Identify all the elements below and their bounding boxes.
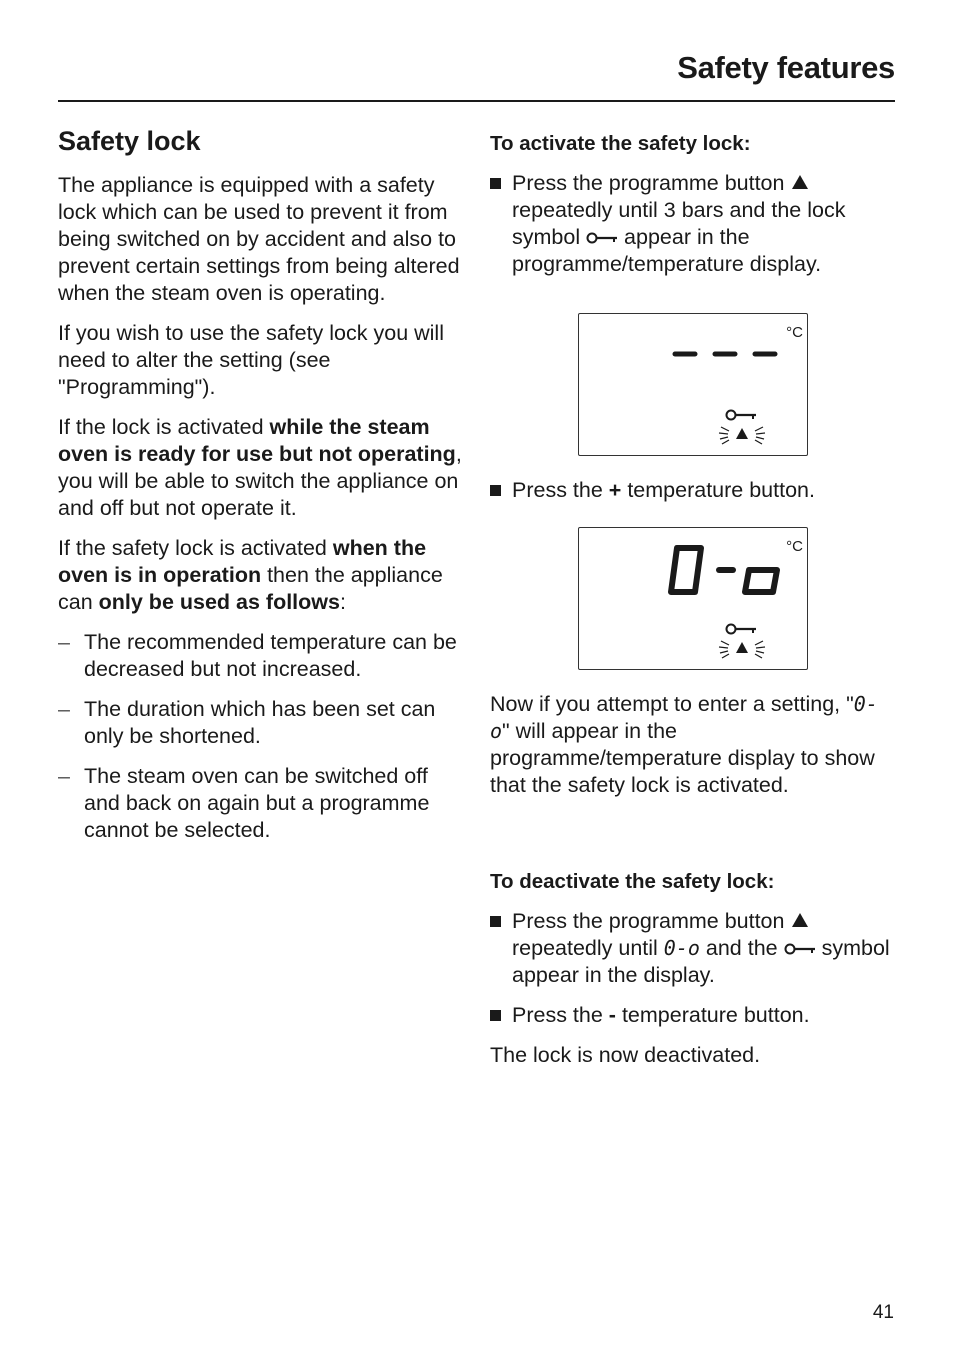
bullet-square-icon xyxy=(490,1010,501,1021)
page-title: Safety features xyxy=(677,50,895,85)
header-rule xyxy=(58,100,895,102)
left-column xyxy=(58,124,468,857)
step-item: Press the programme button repeatedly until 0-o and the symbol appear in the display. xyxy=(490,908,895,989)
flashing-button-icon xyxy=(717,636,767,662)
step-item: Press the - temperature button. xyxy=(490,1002,895,1029)
note-block xyxy=(490,691,895,812)
bullet-square-icon xyxy=(490,178,501,189)
step-item: Press the programme button repeatedly until 3 bars and the lock symbol appear in the programme/temperature display. xyxy=(490,170,895,278)
lcd-display-lock-code xyxy=(578,527,808,670)
bullet-square-icon xyxy=(490,916,501,927)
right-column xyxy=(490,130,895,291)
unit-label: °C xyxy=(786,324,803,341)
restriction-list xyxy=(58,629,468,844)
ready-paragraph: If the lock is activated while the steam oven is ready for use but not operating, you will be able to switch the appliance on and off but not operate it. xyxy=(58,415,462,520)
bullet-square-icon xyxy=(490,485,501,496)
setting-paragraph: If you wish to use the safety lock you will need to alter the setting (see "Programming"). xyxy=(58,321,444,399)
deactivate-heading: To deactivate the safety lock: xyxy=(490,870,775,893)
three-bars-readout xyxy=(669,346,779,362)
final-note: The lock is now deactivated. xyxy=(490,1043,761,1067)
list-item: – The steam oven can be switched off and back on again but a programme cannot be selected. xyxy=(58,763,468,844)
lock-code-readout xyxy=(665,542,785,598)
step-item: Press the + temperature button. xyxy=(490,477,895,504)
key-icon xyxy=(725,623,757,635)
operation-paragraph: If the safety lock is activated when the oven is in operation then the appliance can only be used as follows: xyxy=(58,536,443,614)
page-number: 41 xyxy=(872,1302,894,1323)
activate-heading: To activate the safety lock: xyxy=(490,132,751,155)
list-item: – The recommended temperature can be decreased but not increased. xyxy=(58,629,468,683)
up-triangle-icon xyxy=(792,913,808,927)
list-item: – The duration which has been set can only be shortened. xyxy=(58,696,468,750)
section-heading: Safety lock xyxy=(58,126,201,156)
step2-row xyxy=(490,477,895,517)
unit-label: °C xyxy=(786,538,803,555)
lcd-display-locked xyxy=(578,313,808,456)
key-icon xyxy=(784,943,816,955)
key-icon xyxy=(725,409,757,421)
deactivate-block xyxy=(490,868,895,1082)
lock-note-paragraph: Now if you attempt to enter a setting, "0-o" will appear in the programme/temperature display to show that the safety lock is activated. xyxy=(490,692,878,797)
key-icon xyxy=(586,232,618,244)
intro-paragraph: The appliance is equipped with a safety lock which can be used to prevent it from being switched on by accident and also to prevent certain settings from being altered when the steam oven is operating. xyxy=(58,173,460,305)
up-triangle-icon xyxy=(792,175,808,189)
flashing-button-icon xyxy=(717,422,767,448)
